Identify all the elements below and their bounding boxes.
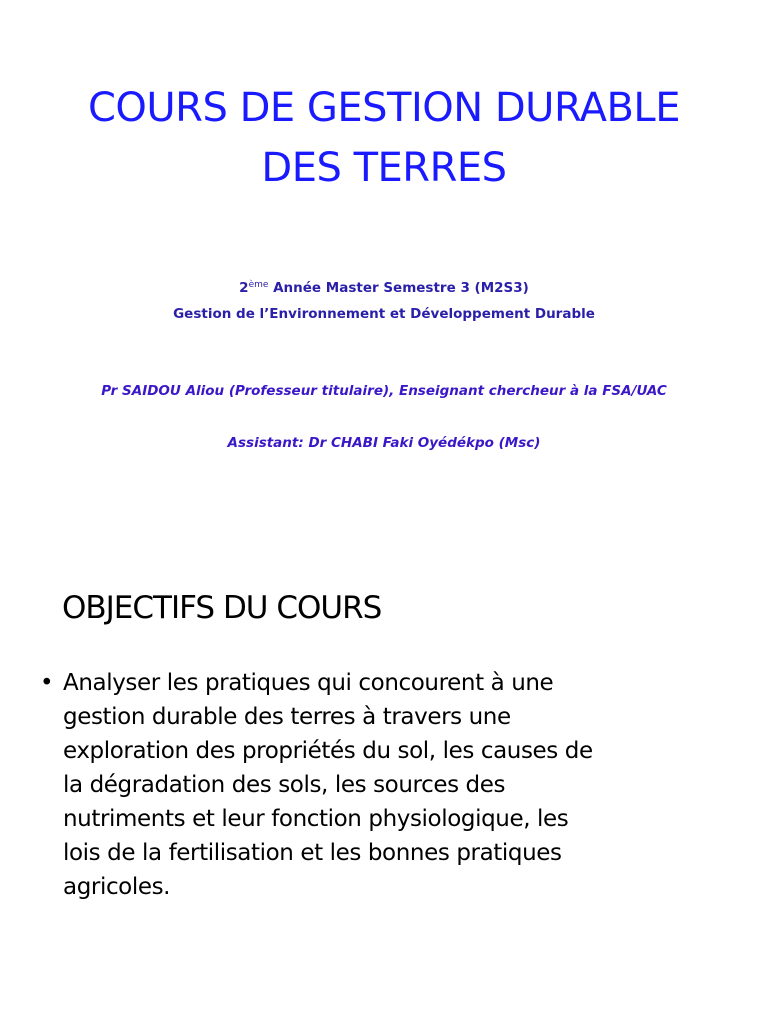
objectives-list: [40, 666, 700, 904]
year-ordinal: 2: [239, 280, 249, 296]
program-line: Gestion de l’Environnement et Développement Durable: [173, 306, 595, 322]
objective-text-line: exploration des propriétés du sol, les causes de: [63, 738, 593, 764]
bullet-icon: •: [40, 670, 54, 696]
objectives-heading: OBJECTIFS DU COURS: [62, 590, 382, 626]
year-semester-line: [20, 278, 748, 298]
course-title: [20, 78, 748, 198]
professor-line: Pr SAIDOU Aliou (Professeur titulaire), Enseignant chercheur à la FSA/UAC: [101, 383, 667, 399]
year-semester-text: Année Master Semestre 3 (M2S3): [268, 280, 529, 296]
course-title-line-2: DES TERRES: [261, 145, 507, 191]
objective-text-line: nutriments et leur fonction physiologique, les: [63, 806, 569, 832]
objective-text-line: la dégradation des sols, les sources des: [63, 772, 506, 798]
assistant-line: Assistant: Dr CHABI Faki Oyédékpo (Msc): [227, 435, 541, 451]
objective-text-line: agricoles.: [63, 874, 171, 900]
year-ordinal-suffix: ème: [248, 280, 269, 290]
objective-text-line: Analyser les pratiques qui concourent à une: [63, 670, 554, 696]
objectives-slide: [0, 560, 768, 1024]
objective-text-line: lois de la fertilisation et les bonnes pratiques: [63, 840, 562, 866]
objective-bullet-item: [40, 666, 700, 904]
course-title-line-1: COURS DE GESTION DURABLE: [87, 85, 680, 131]
objective-text-line: gestion durable des terres à travers une: [63, 704, 511, 730]
